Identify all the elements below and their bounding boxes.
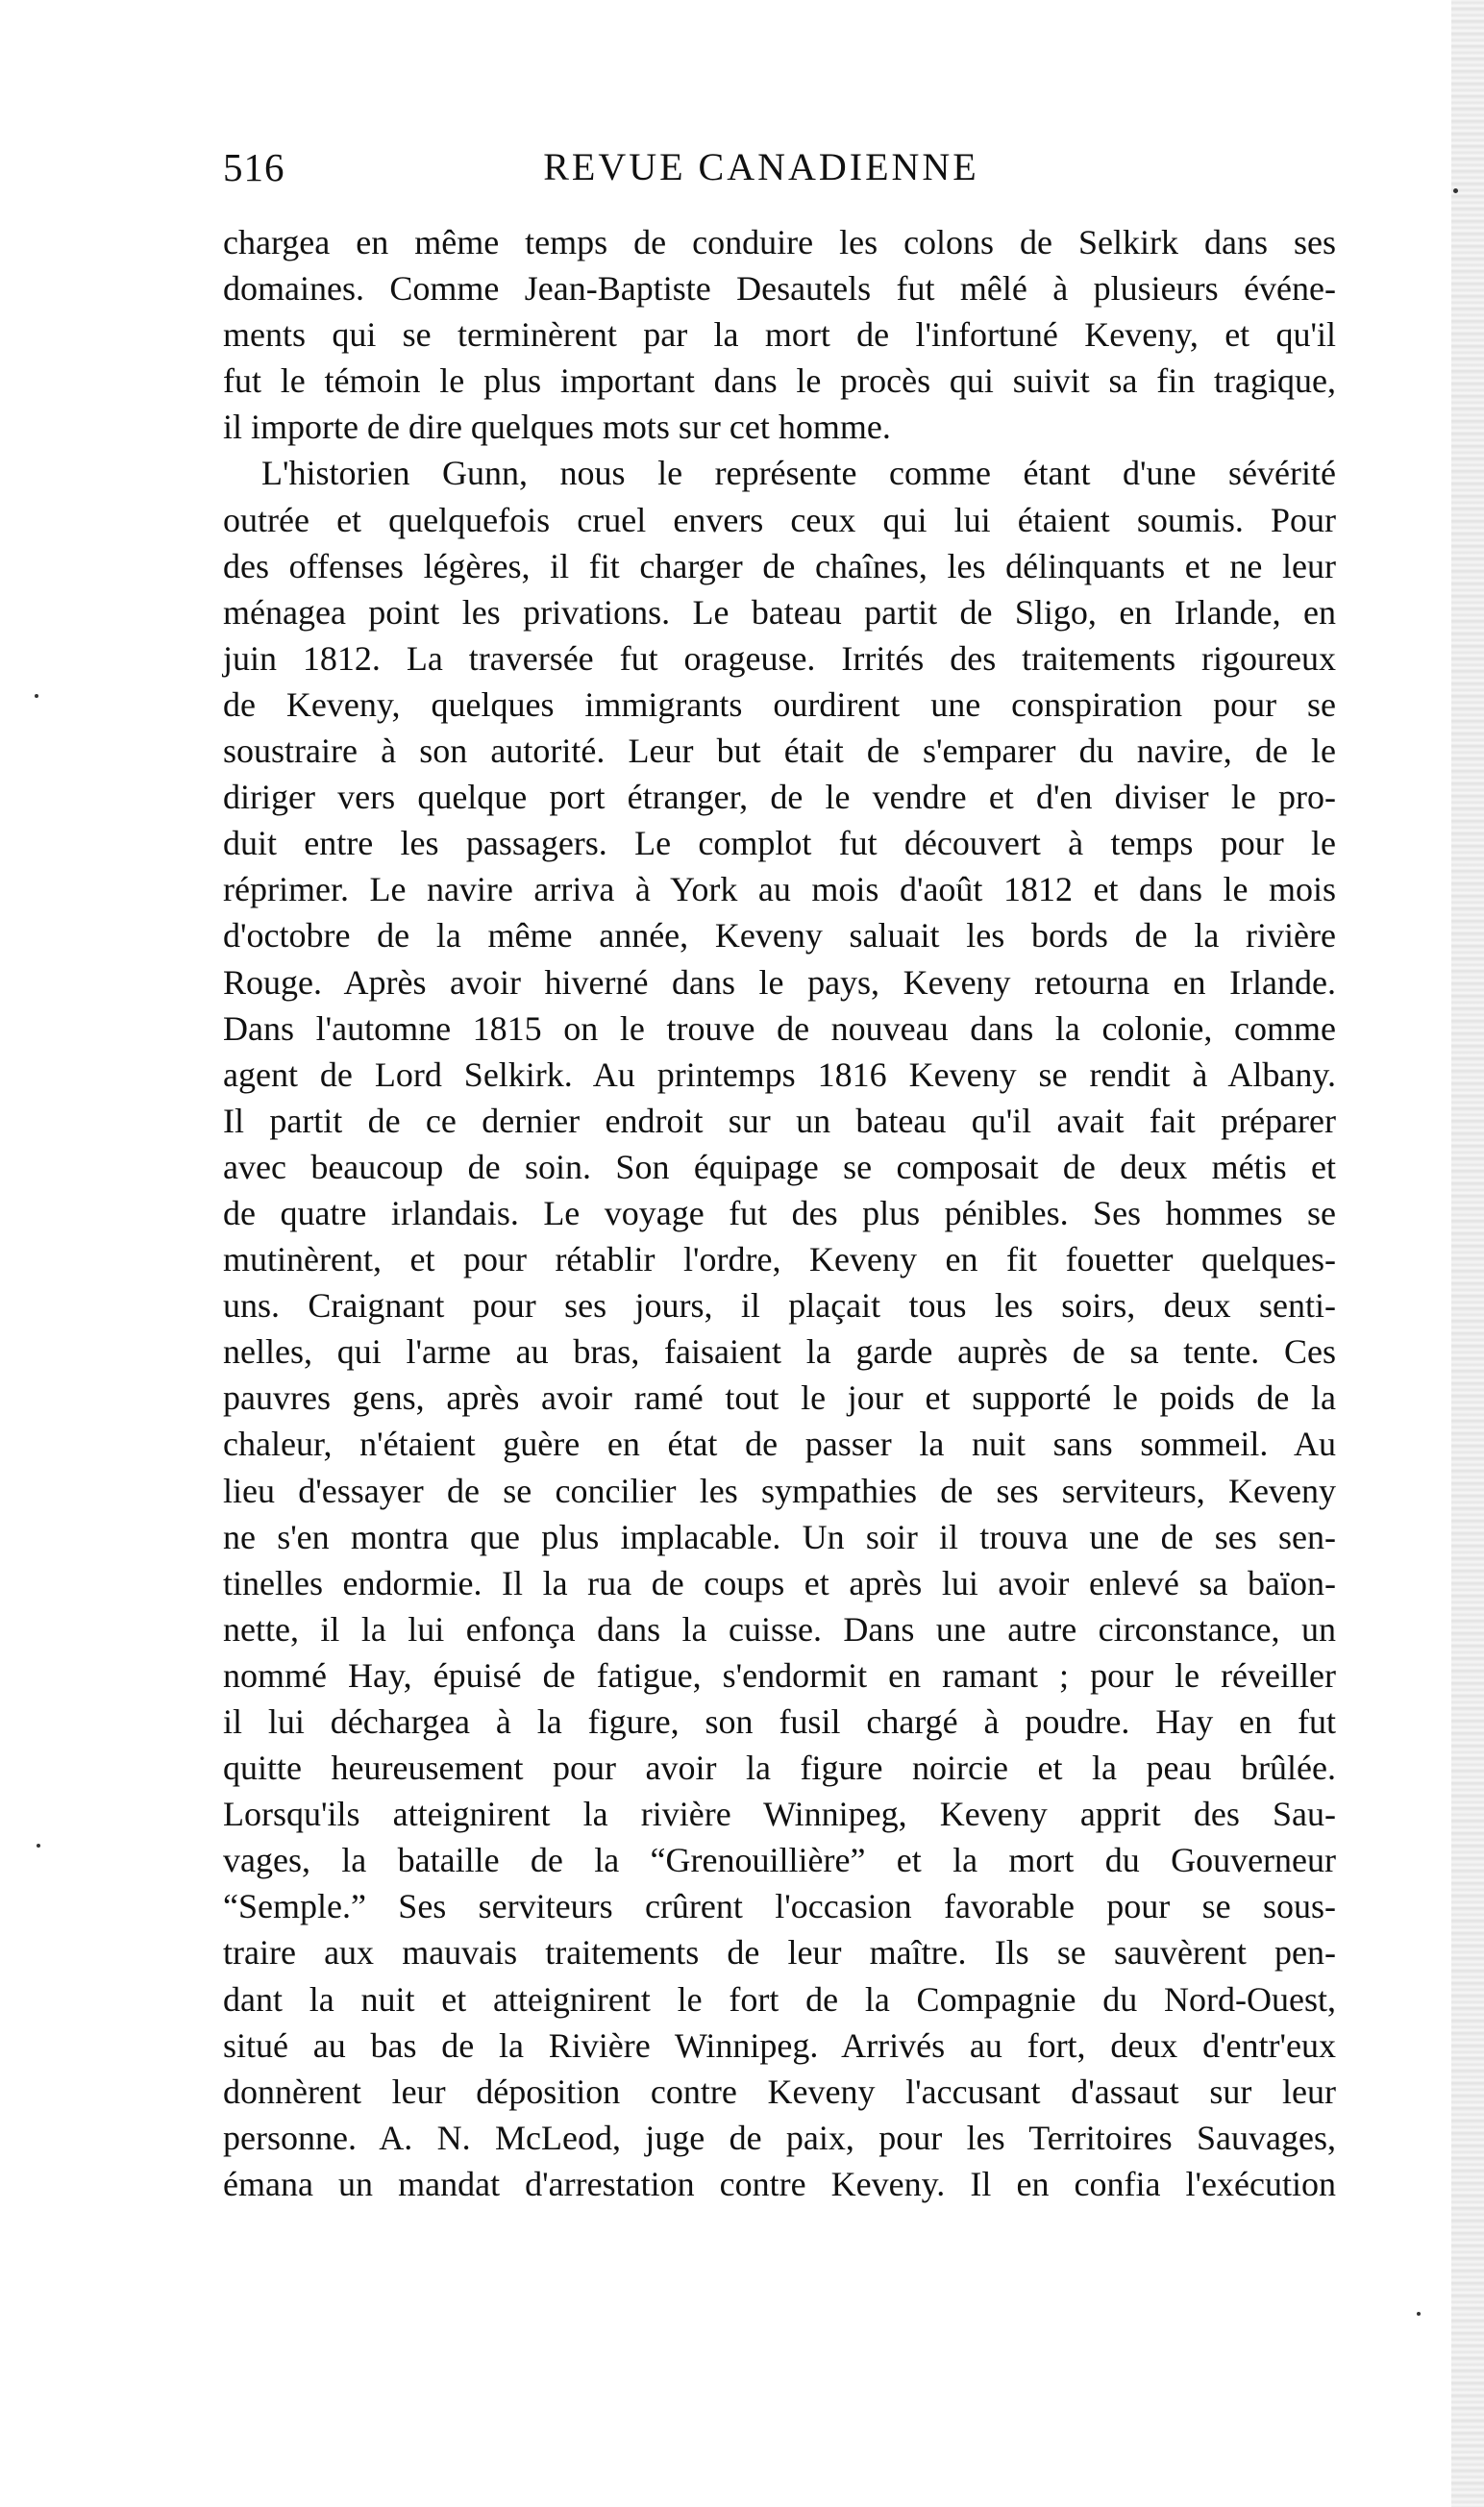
text-line: ne s'en montra que plus implacable. Un soir il trouva une de ses sen-	[223, 1517, 1336, 1556]
ink-speck	[35, 694, 38, 698]
text-line: diriger vers quelque port étranger, de le vendre et d'en diviser le pro-	[223, 778, 1336, 817]
text-line: L'historien Gunn, nous le représente comme étant d'une sévérité	[261, 454, 1336, 493]
text-line: chargea en même temps de conduire les colons de Selkirk dans ses	[223, 223, 1336, 261]
text-line: vages, la bataille de la “Grenouillière” et la mort du Gouverneur	[223, 1841, 1336, 1880]
text-line: tinelles endormie. Il la rua de coups et après lui avoir enlevé sa baïon-	[223, 1563, 1336, 1602]
text-line: chaleur, n'étaient guère en état de passer la nuit sans sommeil. Au	[223, 1425, 1336, 1464]
text-line: domaines. Comme Jean-Baptiste Desautels fut mêlé à plusieurs événe-	[223, 269, 1336, 309]
text-line: outrée et quelquefois cruel envers ceux qui lui étaient soumis. Pour	[223, 500, 1336, 539]
text-line: nommé Hay, épuisé de fatigue, s'endormit en ramant ; pour le réveiller	[223, 1655, 1336, 1695]
text-line: il lui déchargea à la figure, son fusil chargé à poudre. Hay en fut	[223, 1702, 1336, 1741]
text-line: juin 1812. La traversée fut orageuse. Irrités des traitements rigoureux	[223, 638, 1336, 678]
text-line: Dans l'automne 1815 on le trouve de nouveau dans la colonie, comme	[223, 1008, 1336, 1048]
text-line: duit entre les passagers. Le complot fut découvert à temps pour le	[223, 824, 1336, 863]
text-line: il importe de dire quelques mots sur cet homme.	[223, 408, 891, 447]
ink-speck	[1417, 2312, 1421, 2316]
text-line: personne. A. N. McLeod, juge de paix, pour les Territoires Sauvages,	[223, 2118, 1336, 2157]
text-line: émana un mandat d'arrestation contre Keveny. Il en confia l'exécution	[223, 2164, 1336, 2203]
text-line: de Keveny, quelques immigrants ourdirent une conspiration pour se	[223, 684, 1336, 724]
text-line: “Semple.” Ses serviteurs crûrent l'occasion favorable pour se sous-	[223, 1887, 1336, 1926]
text-line: ménagea point les privations. Le bateau partit de Sligo, en Irlande, en	[223, 592, 1336, 632]
text-line: traire aux mauvais traitements de leur maître. Ils se sauvèrent pen-	[223, 1933, 1336, 1973]
text-line: mutinèrent, et pour rétablir l'ordre, Keveny en fit fouetter quelques-	[223, 1240, 1336, 1279]
text-line: dant la nuit et atteignirent le fort de la Compagnie du Nord-Ouest,	[223, 1979, 1336, 2019]
page-edge-shadow	[1451, 0, 1484, 2507]
text-line: agent de Lord Selkirk. Au printemps 1816 Keveny se rendit à Albany.	[223, 1055, 1336, 1094]
text-line: soustraire à son autorité. Leur but était de s'emparer du navire, de le	[223, 732, 1336, 771]
ink-speck	[37, 1844, 40, 1848]
text-line: lieu d'essayer de se concilier les sympathies de ses serviteurs, Keveny	[223, 1471, 1336, 1510]
text-line: uns. Craignant pour ses jours, il plaçait tous les soirs, deux senti-	[223, 1286, 1336, 1326]
text-line: pauvres gens, après avoir ramé tout le jour et supporté le poids de la	[223, 1378, 1336, 1418]
text-line: d'octobre de la même année, Keveny saluait les bords de la rivière	[223, 916, 1336, 956]
text-line: donnèrent leur déposition contre Keveny l'accusant d'assaut sur leur	[223, 2072, 1336, 2111]
body-text	[223, 219, 1336, 2207]
running-head	[223, 144, 1338, 202]
text-line: nette, il la lui enfonça dans la cuisse. Dans une autre circonstance, un	[223, 1609, 1336, 1649]
text-line: ments qui se terminèrent par la mort de l'infortuné Keveny, et qu'il	[223, 315, 1336, 355]
ink-speck	[1453, 188, 1458, 193]
text-line: quitte heureusement pour avoir la figure noircie et la peau brûlée.	[223, 1749, 1336, 1788]
text-line: de quatre irlandais. Le voyage fut des plus pénibles. Ses hommes se	[223, 1193, 1336, 1232]
text-line: avec beaucoup de soin. Son équipage se composait de deux métis et	[223, 1147, 1336, 1186]
page-number: 516	[223, 145, 285, 189]
text-line: nelles, qui l'arme au bras, faisaient la garde auprès de sa tente. Ces	[223, 1332, 1336, 1372]
text-line: situé au bas de la Rivière Winnipeg. Arrivés au fort, deux d'entr'eux	[223, 2025, 1336, 2065]
text-line: Rouge. Après avoir hiverné dans le pays, Keveny retourna en Irlande.	[223, 962, 1336, 1002]
journal-title: REVUE CANADIENNE	[543, 145, 979, 188]
text-line: fut le témoin le plus important dans le procès qui suivit sa fin tragique,	[223, 361, 1336, 401]
text-line: des offenses légères, il fit charger de chaînes, les délinquants et ne leur	[223, 546, 1336, 585]
text-line: Il partit de ce dernier endroit sur un bateau qu'il avait fait préparer	[223, 1101, 1336, 1140]
text-line: réprimer. Le navire arriva à York au mois d'août 1812 et dans le mois	[223, 870, 1336, 909]
text-line: Lorsqu'ils atteignirent la rivière Winnipeg, Keveny apprit des Sau-	[223, 1795, 1336, 1834]
